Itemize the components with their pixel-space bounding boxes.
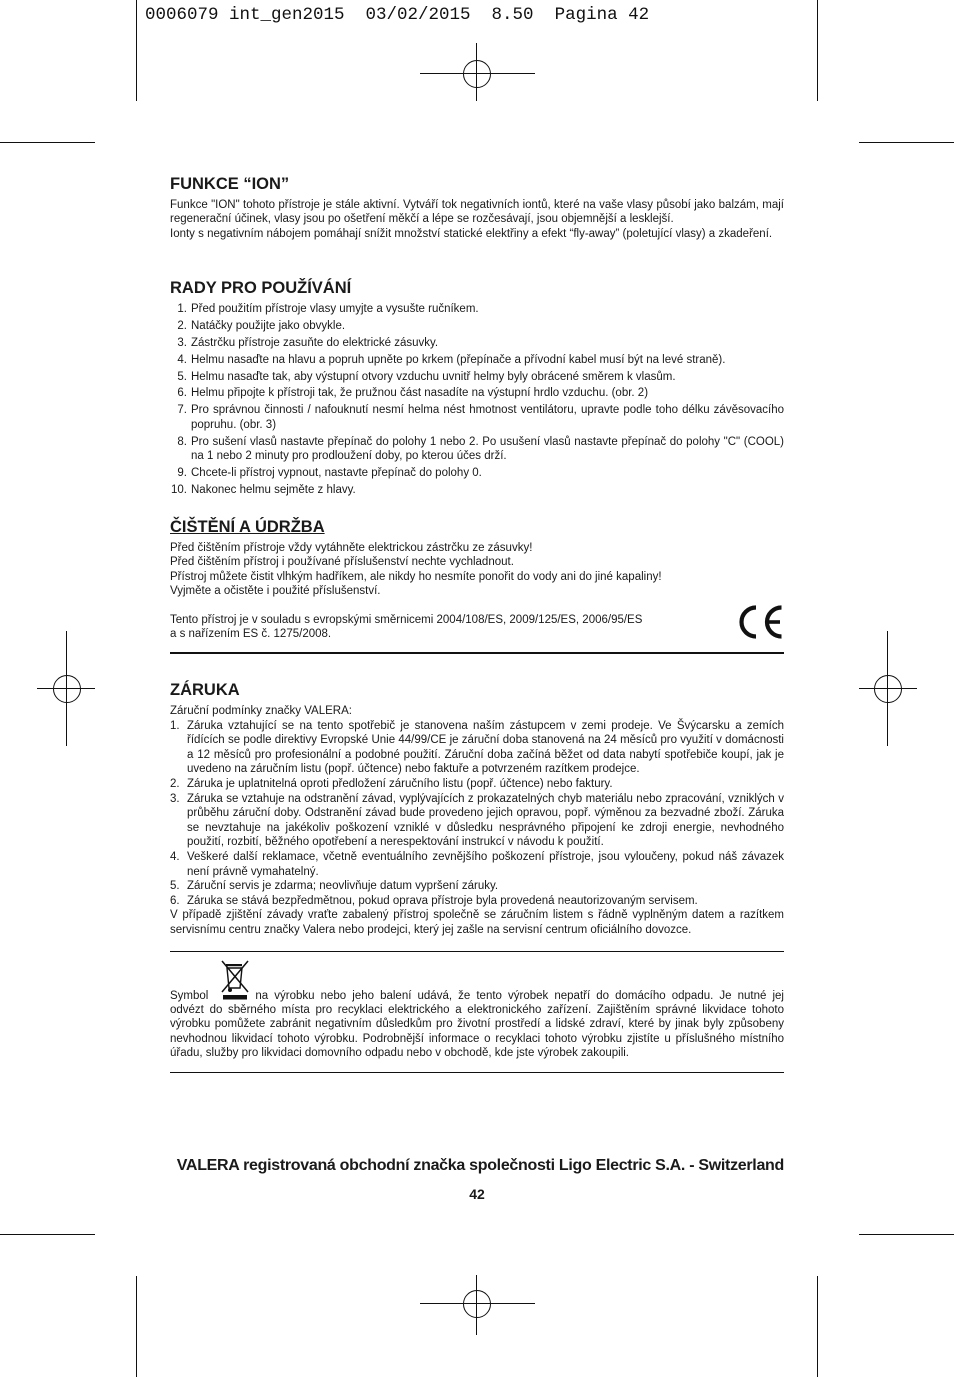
cleaning-text xyxy=(170,541,784,599)
compliance-text xyxy=(170,613,784,642)
registration-circle xyxy=(874,675,902,703)
section-title-tips: RADY PRO POUŽÍVÁNÍ xyxy=(170,279,352,297)
brand-footer: VALERA registrovaná obchodní značka společnosti Ligo Electric S.A. - Switzerland xyxy=(176,1157,784,1174)
page-number: 42 xyxy=(469,1186,485,1202)
tips-list xyxy=(170,302,784,500)
list-item: 3. Záruka se vztahuje na odstranění závad, vyplývajících z prokazatelných chyb materiálu nebo zpracování, vzniklých v průběhu záruční doby. Odstranění závad bude provedeno jejich opravou, popř. výměnou za bezvadné zboží. Záruka se nevztahuje na jakékoliv poškození vzniklé v důsledku nesprávného připojení ke zdroji energie, nevhodného použití, rozbití, běžného opotřebení a nerespektování instrukcí v návodu k použití. xyxy=(170,792,784,849)
weee-paragraph: odvézt do sběrného místa pro recyklaci elektrického a elektronického zařízení. Zajištěním správné likvidace tohoto výrobku pomůžete zabránit negativním důsledkům pro životní prostředí a lidské zdraví, které by jinak byly způsobeny nevhodnou likvidací tohoto výrobku. Podrobnější informace o recyklaci tohoto výrobku zjistíte u příslušného místního úřadu, služby pro likvidaci domovního odpadu nebo v obchodě, kde jste výrobek zakoupili. xyxy=(170,1004,784,1059)
list-item: 6. Helmu připojte k přístroji tak, že pružnou část nasadíte na výstupní hrdlo vzduchu. (obr. 2) xyxy=(177,387,649,400)
warranty-outro: V případě zjištění závady vraťte zabalený přístroj společně se záručním listem s řádně vyplněným datem a razítkem servisnímu centru značky Valera nebo prodejci, který jej zašle na servisní centrum oficiálního dovozce. xyxy=(170,909,784,936)
ion-text xyxy=(170,198,784,241)
list-item: 4. Veškeré další reklamace, včetně eventuálního zevnějšího poškození přístroje, jsou vyloučeny, pokud náš závazek není právně vymahatelný. xyxy=(170,850,784,878)
warranty-intro: Záruční podmínky značky VALERA: xyxy=(170,705,352,717)
weee-text-first: na výrobku nebo jeho balení udává, že tento výrobek nepatří do domácího odpadu. Je nutné jej xyxy=(255,990,784,1002)
list-item: 5. Záruční servis je zdarma; neovlivňuje datum vypršení záruky. xyxy=(170,880,499,893)
list-item: 7. Pro správnou činnosti / nafouknutí nesmí helma nést hmotnost ventilátoru, upravte podle toho délku závěsovacího popruhu. (obr. 3) xyxy=(177,404,784,431)
registration-circle xyxy=(463,60,491,88)
list-item: 10. Nakonec helmu sejměte z hlavy. xyxy=(171,483,356,496)
list-item: 8. Pro sušení vlasů nastavte přepínač do polohy 1 nebo 2. Po usušení vlasů nastavte přepínač do polohy "C" (COOL) na 1 nebo 2 minuty pro prodloužení doby, po kterou účes drží. xyxy=(177,435,784,462)
cleaning-line: Vyjměte a očistěte i použité příslušenství. xyxy=(170,585,381,598)
weee-first-line xyxy=(170,989,784,1003)
registration-circle xyxy=(53,675,81,703)
print-slug: 0006079 int_gen2015 03/02/2015 8.50 Pagina 42 xyxy=(145,5,650,25)
crop-mark xyxy=(136,0,137,101)
crop-mark xyxy=(859,1234,954,1235)
weee-text xyxy=(170,989,784,1060)
section-title-ion: FUNKCE “ION” xyxy=(170,175,290,193)
list-item: 9. Chcete-li přístroj vypnout, nastavte přepínač do polohy 0. xyxy=(177,466,482,479)
cleaning-line: Před čištěním přístroj i používané příslušenství nechte vychladnout. xyxy=(170,556,514,569)
list-item: 4. Helmu nasaďte na hlavu a popruh upněte po krkem (přepínače a přívodní kabel musí být na levé straně). xyxy=(177,353,726,366)
list-item: 5. Helmu nasaďte tak, aby výstupní otvory vzduchu uvnitř helmy byly obrácené směrem k vlasům. xyxy=(177,370,676,383)
cleaning-line: Před čištěním přístroje vždy vytáhněte elektrickou zástrčku ze zásuvky! xyxy=(170,542,533,554)
list-item: 2. Natáčky použijte jako obvykle. xyxy=(177,319,346,332)
ce-mark-icon xyxy=(735,604,785,640)
compliance-line: a s nařízením ES č. 1275/2008. xyxy=(170,628,332,641)
cleaning-line: Přístroj můžete čistit vlhkým hadříkem, ale nikdy ho nesmíte ponořit do vody ani do jiné kapaliny! xyxy=(170,570,662,583)
warranty-list xyxy=(170,719,784,909)
list-item: 2. Záruka je uplatnitelná oproti předložení záručního listu (popř. účtence) nebo faktury. xyxy=(170,777,613,790)
weee-symbol-label: Symbol xyxy=(170,990,209,1002)
crop-mark xyxy=(817,0,818,101)
registration-circle xyxy=(463,1290,491,1318)
crop-mark xyxy=(817,1276,818,1377)
compliance-line: Tento přístroj je v souladu s evropskými směrnicemi 2004/108/ES, 2009/125/ES, 2006/95/ES xyxy=(170,614,643,626)
crop-mark xyxy=(136,1276,137,1377)
crop-mark xyxy=(0,142,95,143)
section-divider xyxy=(170,951,784,952)
list-item: 1. Záruka vztahující se na tento spotřebič je stanovena naším zástupcem v zemi prodeje. Ve Švýcarsku a zemích řídících se podle direktivy Evropské Unie 44/99/CE je záruční doba stanovená na 24 měsíců pro využití v domácnosti a 12 měsíců pro profesionální a podobné použití. Záruční doba začíná běžet od data nabytí spotřebiče koupí, jak je uvedeno na záručním listu (popř. účtence) nebo faktuře a potvrzeném razítkem prodejce. xyxy=(170,719,784,776)
ion-paragraph: Funkce "ION" tohoto přístroje je stále aktivní. Vytváří tok negativních iontů, které na vaše vlasy působí jako balzám, mají regenerační účinek, vlasy jsou po ošetření měkčí a lépe se rozčesávají, jsou objemnější a lesklejší. xyxy=(170,199,784,226)
section-divider xyxy=(170,652,784,654)
section-title-cleaning: ČIŠTĚNÍ A ÚDRŽBA xyxy=(170,518,325,536)
warranty-text xyxy=(170,704,784,938)
section-title-warranty: ZÁRUKA xyxy=(170,681,240,699)
list-item: 6. Záruka se stává bezpředmětnou, pokud oprava přístroje byla provedená neautorizovaným servisem. xyxy=(170,894,698,907)
list-item: 1. Před použitím přístroje vlasy umyjte a vysušte ručníkem. xyxy=(177,303,479,315)
section-divider xyxy=(170,1072,784,1073)
crop-mark xyxy=(859,142,954,143)
crop-mark xyxy=(0,1234,95,1235)
list-item: 3. Zástrčku přístroje zasuňte do elektrické zásuvky. xyxy=(177,336,439,349)
ion-paragraph: Ionty s negativním nábojem pomáhají snížit množství statické elektřiny a efekt “fly-away” (poletující vlasy) a zkadeření. xyxy=(170,227,773,240)
